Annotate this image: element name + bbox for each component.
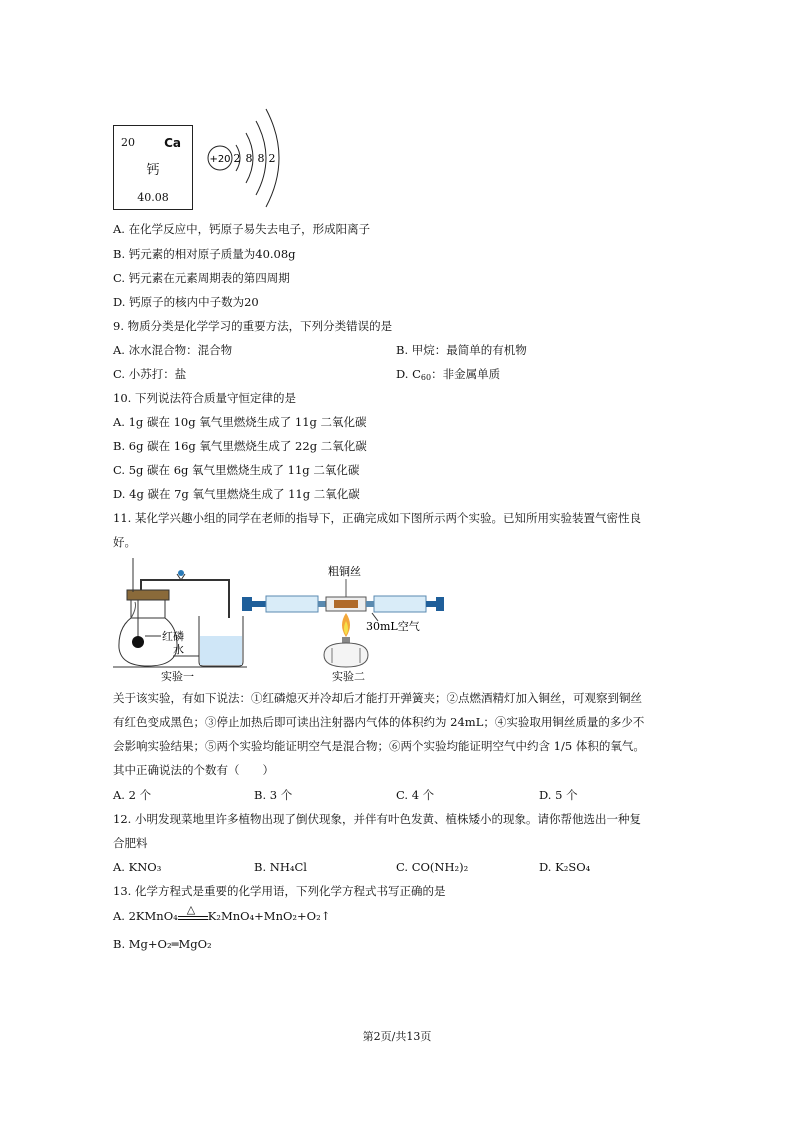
- q13-option-b: B. Mg+O₂═MgO₂: [113, 937, 212, 951]
- shell-electrons-2: 8: [245, 152, 253, 165]
- label-red-phosphorus: 红磷: [162, 630, 184, 643]
- shell-electrons-4: 2: [268, 152, 276, 165]
- q13-a-products: K₂MnO₄+MnO₂+O₂↑: [207, 909, 331, 923]
- shell-electrons-3: 8: [257, 152, 265, 165]
- q11-stem-line1: 11. 某化学兴趣小组的同学在老师的指导下，正确完成如下图所示两个实验。已知所用实验装置气密性良: [113, 511, 641, 525]
- label-water: 水: [173, 643, 184, 656]
- experiment-one-figure: [113, 558, 248, 683]
- q12-option-b: B. NH₄Cl: [254, 860, 307, 874]
- q11-text-line2: 有红色变成黑色；③停止加热后即可读出注射器内气体的体积约为 24mL；④实验取用铜丝质量的多少不: [113, 715, 645, 729]
- q10-stem: 10. 下列说法符合质量守恒定律的是: [113, 391, 296, 405]
- element-card: [113, 125, 193, 210]
- q8-option-c: C. 钙元素在元素周期表的第四周期: [113, 271, 290, 285]
- q9-option-c: C. 小苏打：盐: [113, 367, 187, 381]
- q13-option-a: [113, 903, 331, 924]
- caption-experiment-two: 实验二: [332, 670, 365, 683]
- q9-stem: 9. 物质分类是化学学习的重要方法，下列分类错误的是: [113, 319, 393, 333]
- q8-option-b: B. 钙元素的相对原子质量为40.08g: [113, 247, 296, 261]
- q10-option-b: B. 6g 碳在 16g 氧气里燃烧生成了 22g 二氧化碳: [113, 439, 367, 453]
- q9-option-b: B. 甲烷：最简单的有机物: [396, 343, 527, 357]
- q11-option-c: C. 4 个: [396, 788, 435, 802]
- q12-option-a: A. KNO₃: [113, 860, 162, 874]
- q11-text-line4: 其中正确说法的个数有（ ）: [113, 763, 274, 777]
- q9-option-a: A. 冰水混合物：混合物: [113, 343, 233, 357]
- atom-structure-diagram: [200, 103, 290, 213]
- page-number-footer: 第2页/共13页: [362, 1030, 432, 1043]
- q11-text-line3: 会影响实验结果；⑤两个实验均能证明空气是混合物；⑥两个实验均能证明空气中约含 1/5 体积的氧气。: [113, 739, 645, 753]
- shell-electrons-1: 2: [233, 152, 241, 165]
- reaction-condition-arrow: [178, 903, 208, 923]
- q11-option-a: A. 2 个: [113, 788, 152, 802]
- q11-option-b: B. 3 个: [254, 788, 293, 802]
- q13-a-reactants: A. 2KMnO₄: [113, 909, 178, 923]
- q12-option-c: C. CO(NH₂)₂: [396, 860, 469, 874]
- q10-option-d: D. 4g 碳在 7g 氧气里燃烧生成了 11g 二氧化碳: [113, 487, 360, 501]
- element-name: 钙: [146, 163, 160, 178]
- q11-stem-line2: 好。: [113, 535, 136, 549]
- q9-d-sub: 60: [420, 373, 432, 382]
- q8-option-a: A. 在化学反应中，钙原子易失去电子，形成阳离子: [113, 222, 371, 236]
- q8-option-d: D. 钙原子的核内中子数为20: [113, 295, 259, 309]
- q12-stem-line2: 合肥料: [113, 836, 148, 850]
- atomic-number: 20: [121, 136, 135, 149]
- element-symbol: Ca: [164, 136, 181, 150]
- q11-text-line1: 关于该实验，有如下说法：①红磷熄灭并冷却后才能打开弹簧夹；②点燃酒精灯加入铜丝，可观察到铜丝: [113, 691, 642, 705]
- q10-option-c: C. 5g 碳在 6g 氧气里燃烧生成了 11g 二氧化碳: [113, 463, 360, 477]
- heat-symbol: △: [186, 903, 196, 916]
- label-30ml-air: 30mL空气: [366, 620, 420, 633]
- q11-option-d: D. 5 个: [539, 788, 578, 802]
- q13-stem: 13. 化学方程式是重要的化学用语，下列化学方程式书写正确的是: [113, 884, 446, 898]
- q9-d-prefix: D. C: [396, 367, 421, 381]
- q9-option-d: [396, 366, 500, 386]
- q10-option-a: A. 1g 碳在 10g 氧气里燃烧生成了 11g 二氧化碳: [113, 415, 367, 429]
- atomic-mass: 40.08: [137, 191, 169, 204]
- q9-d-suffix: ：非金属单质: [431, 367, 501, 381]
- experiment-two-figure: [242, 563, 447, 685]
- caption-experiment-one: 实验一: [161, 670, 194, 683]
- label-copper-wire: 粗铜丝: [328, 565, 361, 578]
- q12-stem-line1: 12. 小明发现菜地里许多植物出现了倒伏现象，并伴有叶色发黄、植株矮小的现象。请你帮他选出一种复: [113, 812, 641, 826]
- q12-option-d: D. K₂SO₄: [539, 860, 591, 874]
- nucleus-charge: +20: [209, 154, 231, 165]
